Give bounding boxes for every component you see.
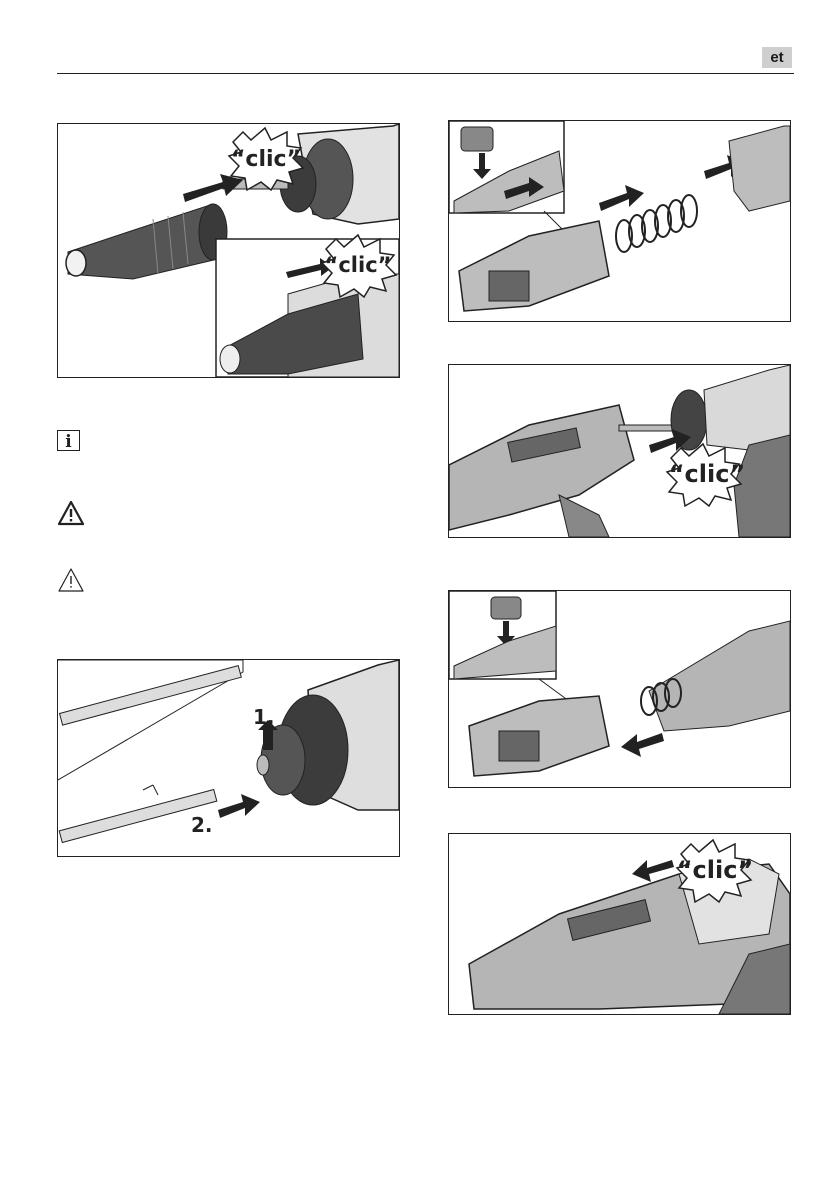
clic-callout-main: “clic”: [230, 147, 302, 172]
language-tag: et: [762, 47, 792, 68]
insert-bit-illustration: [58, 660, 399, 856]
chuck-attach-illustration: [58, 124, 399, 377]
figure-magazine-spring: [448, 120, 791, 322]
step-1-label: 1.: [253, 705, 275, 729]
caution-icon: [57, 567, 85, 593]
clic-callout-inset: “clic”: [324, 253, 392, 277]
figure-chuck-attach: [57, 123, 400, 378]
clic-callout: “clic”: [668, 460, 746, 488]
svg-text:i: i: [65, 432, 72, 452]
step-2-label: 2.: [191, 813, 213, 837]
remove-magazine-illustration: [449, 591, 790, 787]
figure-remove-magazine: [448, 590, 791, 788]
figure-attach-to-drill: [448, 364, 791, 538]
attach-to-drill-illustration: [449, 365, 790, 537]
info-icon: [57, 430, 81, 452]
figure-attach-clic: [448, 833, 791, 1015]
attach-clic-illustration: [449, 834, 790, 1014]
header-rule: [57, 73, 794, 74]
warning-icon: [57, 500, 85, 526]
clic-callout: “clic”: [676, 856, 754, 884]
figure-insert-bit: [57, 659, 400, 857]
magazine-spring-illustration: [449, 121, 790, 321]
